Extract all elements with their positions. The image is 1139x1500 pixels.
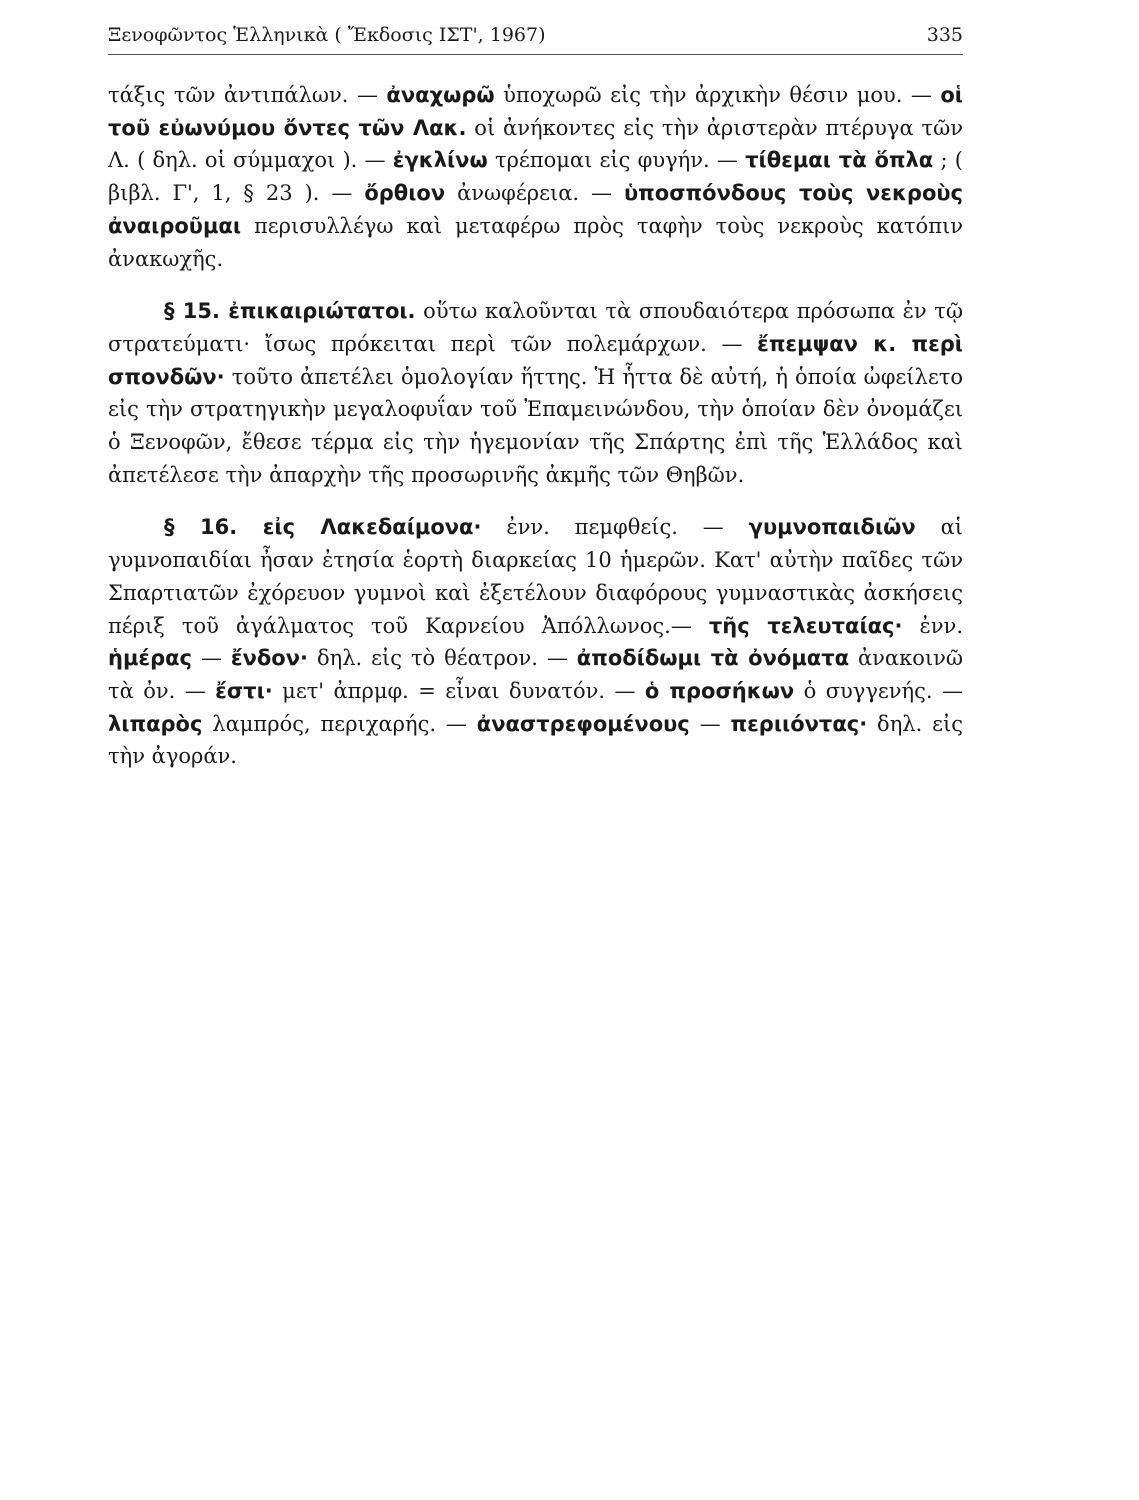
gloss-text: αἱ γυμνοπαιδίαι ἦσαν ἐτησία ἑορτὴ διαρκείας 10 ἡμερῶν. Κατ' αὐτὴν παῖδες τῶν Σπαρτιατῶν ἐχόρευον γυμνοὶ καὶ ἐξετέλουν διαφόρους γυμναστικὰς ἀσκήσεις πέριξ τοῦ ἀγάλματος τοῦ Καρνείου Ἀπόλλωνος.— [108,515,964,638]
gloss-text: λαμπρός, περιχαρής. — [202,711,477,736]
lemma-term: οἱ τοῦ εὐωνύμου ὄντες τῶν Λακ. [108,83,963,140]
gloss-text: τάξις τῶν ἀντιπάλων. — [108,83,387,107]
gloss-text: δηλ. εἰς τὸ θέατρον. — [308,646,577,671]
lemma-term: ἀναχωρῶ [386,83,495,107]
gloss-text: μετ' ἀπρμφ. = εἶναι δυνατόν. — [272,678,645,703]
running-header [108,24,963,55]
paragraph-section-16 [108,511,963,773]
lemma-term: ἐγκλίνω [392,148,488,173]
lemma-term: εἰς Λακεδαίμονα· [262,515,482,540]
lemma-term: γυμνοπαιδιῶν [748,515,916,540]
lemma-term: περιιόντας· [730,711,868,736]
lemma-term: ἔστι· [215,678,273,703]
lemma-term: § 16. [164,515,263,540]
running-title: Ξενοφῶντος Ἑλληνικὰ ( Ἔκδοσις ΙΣΤ', 1967) [108,24,546,46]
gloss-text: οὕτω καλοῦνται τὰ σπουδαιότερα πρόσωπα ἐν τῷ στρατεύματι· ἴσως πρόκειται περὶ τῶν πολεμάρχων. — [108,299,963,356]
paragraph-continuation [108,79,963,275]
lemma-term: § 15. [164,299,229,324]
gloss-text: τοῦτο ἀπετέλει ὁμολογίαν ἥττης. Ἡ ἧττα δὲ αὐτή, ἡ ὁποία ὠφείλετο εἰς τὴν στρατηγικὴν μεγαλοφυΐαν τοῦ Ἐπαμεινώνδου, τὴν ὁποίαν δὲν ὀνομάζει ὁ Ξενοφῶν, ἔθεσε τέρμα εἰς τὴν ἡγεμονίαν τῆς Σπάρτης ἐπὶ τῆς Ἑλλάδος καὶ ἀπετέλεσε τὴν ἀπαρχὴν τῆς προσωρινῆς ἀκμῆς τῶν Θηβῶν. [108,364,963,487]
gloss-text: — [192,646,231,671]
lemma-term: τῆς τελευταίας· [708,613,903,638]
lemma-term: ὄρθιον [364,181,446,206]
gloss-text: ὑποχωρῶ εἰς τὴν ἀρχικὴν θέσιν μου. — [494,83,941,107]
commentary-body [108,79,963,773]
gloss-text: — [689,711,731,736]
gloss-text: ὁ συγγενής. — [794,678,963,703]
lemma-term: ἔνδον· [230,646,309,671]
lemma-term: ὁ προσήκων [644,678,795,703]
lemma-term: ὑποσπόνδους τοὺς νεκροὺς ἀναιροῦμαι [108,181,964,238]
lemma-term: ἀποδίδωμι τὰ ὀνόματα [576,646,850,671]
lemma-term: ἐπικαιριώτατοι. [228,299,416,324]
lemma-term: ἀναστρεφομένους [476,711,690,736]
lemma-term: λιπαρὸς [108,711,203,736]
gloss-text: ἐνν. [902,613,963,638]
gloss-text: ἀνακοινῶ τὰ ὀν. — [108,646,963,703]
lemma-term: τίθεμαι τὰ ὅπλα [745,148,934,173]
gloss-text: περισυλλέγω καὶ μεταφέρω πρὸς ταφὴν τοὺς νεκροὺς κατόπιν ἀνακωχῆς. [108,213,963,271]
lemma-term: ἡμέρας [108,646,192,671]
gloss-text: ; ( βιβλ. Γ', 1, § 23 ). — [108,148,963,206]
gloss-text: ἀνωφέρεια. — [445,181,624,206]
page-number: 335 [926,24,963,46]
gloss-text: δηλ. εἰς τὴν ἀγοράν. [108,711,963,769]
gloss-text: τρέπομαι εἰς φυγήν. — [487,148,746,173]
gloss-text: ἐνν. πεμφθείς. — [481,515,749,540]
gloss-text: οἱ ἀνήκοντες εἰς τὴν ἀριστερὰν πτέρυγα τῶν Λ. ( δηλ. οἱ σύμμαχοι ). — [108,115,963,173]
book-page [108,24,963,773]
lemma-term: ἔπεμψαν κ. περὶ σπονδῶν· [108,331,963,389]
paragraph-section-15 [108,295,963,491]
